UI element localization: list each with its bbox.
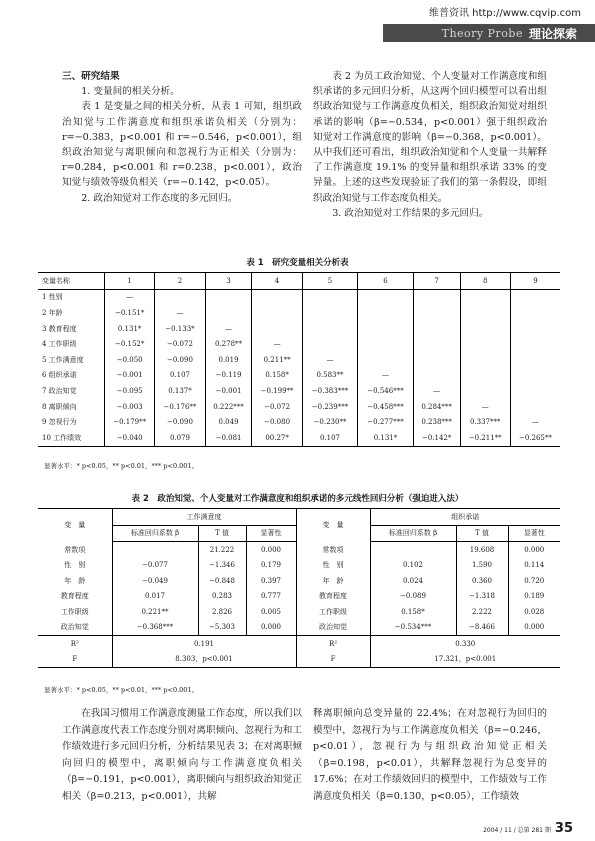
table-row	[38, 368, 560, 384]
table-cell	[302, 321, 358, 337]
table-cell: 0.583**	[302, 368, 358, 384]
table-cell: 2.222	[456, 604, 508, 620]
table-cell: 0.720	[524, 576, 545, 585]
table-row	[38, 604, 560, 620]
table-cell: −0.239***	[302, 399, 358, 415]
r2-right: 0.330	[370, 636, 560, 652]
row-label: 年 龄	[296, 573, 370, 589]
table-row	[38, 321, 560, 337]
table-cell: 0.114	[524, 561, 545, 570]
table-cell: 0.000	[246, 620, 296, 636]
table1-header-cell: 4	[252, 273, 302, 290]
table-cell: −0.133*	[155, 321, 205, 337]
table-cell: 00.27*	[252, 430, 302, 446]
table-cell: 0.179	[246, 558, 296, 574]
f-left: 8.303，p<0.001	[112, 652, 296, 668]
table-cell: −0.080	[252, 414, 302, 430]
row-label: 性 别	[296, 558, 370, 574]
subheading: 2. 政治知觉对工作态度的多元回归。	[81, 192, 238, 204]
table-cell	[460, 368, 510, 384]
table-row	[38, 542, 560, 558]
r2-left: 0.191	[112, 636, 296, 652]
table-cell: —	[413, 383, 460, 399]
table-cell: −0.089	[370, 589, 456, 605]
table2-note: 显著水平：* p<0.05，** p<0.01，*** p<0.001。	[44, 686, 199, 694]
table-cell	[358, 336, 414, 352]
table1-header-cell: 2	[155, 273, 205, 290]
table-cell	[252, 305, 302, 321]
table-cell	[510, 321, 560, 337]
table1-header-cell: 3	[205, 273, 252, 290]
table-cell	[460, 336, 510, 352]
table-cell: 0.028	[524, 607, 545, 616]
subheading: 3. 政治知觉对工作结果的多元回归。	[332, 207, 489, 219]
row-label: 政治知觉	[296, 620, 370, 636]
table-cell	[302, 289, 358, 305]
paragraph: 释离职倾向总变异量的 22.4%；在对忽视行为回归的模型中，忽视行为与工作满意度负相关（β=−0.246，p<0.01），忽视行为与组织政治知觉正相关（β=0.198，p<0.01），共解释忽视行为总变异的 17.6%；在对工作绩效回归的模型中，工作绩效与工作满意度负相关（β=0.130，p<0.05），工作绩效	[313, 708, 547, 802]
table-cell: 0.337***	[460, 414, 510, 430]
table1-header-cell: 6	[358, 273, 414, 290]
table1-header-cell: 变量名称	[38, 273, 105, 290]
table-row	[38, 305, 560, 321]
table-cell: 0.000	[524, 545, 545, 554]
table-cell: 0.107	[155, 368, 205, 384]
row-label: 常数项	[296, 542, 370, 558]
table-cell	[358, 321, 414, 337]
table-cell: −0.081	[205, 430, 252, 446]
table-cell	[413, 305, 460, 321]
table-cell: 0.019	[205, 352, 252, 368]
table-cell: −0.534***	[370, 620, 456, 636]
table-cell	[358, 305, 414, 321]
sub-header: 标准回归系数 β	[370, 525, 456, 542]
row-label: 教育程度	[296, 589, 370, 605]
table-cell: −0.179**	[105, 414, 155, 430]
table-cell	[112, 542, 198, 558]
watermark-text: 维普资讯 http://www.cqvip.com	[428, 8, 581, 19]
row-label: 8 离职倾向	[38, 399, 105, 415]
table-cell: 0.107	[302, 430, 358, 446]
table-cell: −0.458***	[358, 399, 414, 415]
table-cell: 0.397	[246, 573, 296, 589]
var-header: 变 量	[38, 509, 112, 542]
r2-label: R²	[296, 636, 370, 652]
table-row	[38, 414, 560, 430]
row-label: 教育程度	[38, 589, 112, 605]
table-cell: —	[358, 368, 414, 384]
table-cell	[155, 289, 205, 305]
table-cell	[460, 352, 510, 368]
right-column	[313, 69, 547, 221]
table1-title: 表 1 研究变量相关分析表	[246, 258, 349, 268]
table-cell: 0.024	[370, 573, 456, 589]
row-label: 工作职级	[38, 604, 112, 620]
table-cell: −0.077	[112, 558, 198, 574]
table-cell: −1.318	[456, 589, 508, 605]
table-cell: −0.176**	[155, 399, 205, 415]
row-label: 1 性别	[38, 289, 105, 305]
table-cell: 2.826	[198, 604, 246, 620]
table-cell: 0.005	[246, 604, 296, 620]
sub-header: 显著性	[246, 525, 296, 542]
page-number: 35	[554, 821, 573, 836]
table-cell: −0.368***	[112, 620, 198, 636]
table-cell: 0.000	[524, 623, 545, 632]
table-cell	[370, 542, 456, 558]
table-cell: −0.119	[205, 368, 252, 384]
row-label: 3 教育程度	[38, 321, 105, 337]
table-cell	[510, 383, 560, 399]
bottom-right-column	[313, 706, 547, 805]
table-cell	[205, 305, 252, 321]
table-cell: −0.151*	[105, 305, 155, 321]
table-cell: −1.346	[198, 558, 246, 574]
table-cell: 0.278**	[205, 336, 252, 352]
table-row	[38, 399, 560, 415]
table-row	[38, 573, 560, 589]
section-heading: 三、研究结果	[62, 71, 120, 82]
table-cell	[460, 321, 510, 337]
table-cell	[358, 289, 414, 305]
var-header: 变 量	[296, 509, 370, 542]
table1-header-cell: 1	[105, 273, 155, 290]
table1-header-cell: 7	[413, 273, 460, 290]
table-cell: 0.211**	[252, 352, 302, 368]
table-cell: −0.230**	[302, 414, 358, 430]
row-label: 6 组织承诺	[38, 368, 105, 384]
row-label: 9 忽视行为	[38, 414, 105, 430]
bottom-left-column	[62, 706, 302, 805]
table1-note: 显著水平：* p<0.05，** p<0.01，*** p<0.001。	[44, 462, 199, 470]
table-row	[38, 558, 560, 574]
table2-title: 表 2 政治知觉、个人变量对工作满意度和组织承诺的多元线性回归分析（强迫进入法）	[131, 494, 464, 504]
row-label: 10 工作绩效	[38, 430, 105, 446]
table-cell	[510, 336, 560, 352]
table-cell: 0.284***	[413, 399, 460, 415]
table-cell: 0.189	[524, 592, 545, 601]
table-cell: —	[205, 321, 252, 337]
table-cell: 19.608	[456, 542, 508, 558]
table-cell	[413, 336, 460, 352]
table-cell: —	[105, 289, 155, 305]
correlation-table	[38, 272, 560, 447]
table-cell	[510, 289, 560, 305]
table-cell	[510, 305, 560, 321]
group-left-header: 工作满意度	[112, 509, 296, 526]
table-cell: 0.131*	[358, 430, 414, 446]
f-label: F	[296, 652, 370, 668]
table-cell: 0.049	[205, 414, 252, 430]
table-cell: −0.383***	[302, 383, 358, 399]
table-cell: 1.590	[456, 558, 508, 574]
table-cell: −0.072	[155, 336, 205, 352]
table-cell	[205, 289, 252, 305]
row-label: 常数项	[38, 542, 112, 558]
banner-zh: 理论探索	[528, 26, 577, 41]
table-cell	[460, 289, 510, 305]
table-cell: 0.360	[456, 573, 508, 589]
table-cell	[302, 305, 358, 321]
table-cell	[358, 352, 414, 368]
table-cell	[413, 368, 460, 384]
r2-label: R²	[38, 636, 112, 652]
row-label: 5 工作满意度	[38, 352, 105, 368]
table-cell: −0.090	[155, 414, 205, 430]
table-cell: —	[155, 305, 205, 321]
table1-header-cell: 8	[460, 273, 510, 290]
table-cell: —	[460, 399, 510, 415]
banner-en: Theory Probe	[441, 26, 523, 40]
table-cell	[413, 352, 460, 368]
f-label: F	[38, 652, 112, 668]
table-cell	[460, 383, 510, 399]
table-cell: −0.050	[105, 352, 155, 368]
f-right: 17.321，p<0.001	[370, 652, 560, 668]
table-cell	[413, 321, 460, 337]
page-footer	[483, 821, 573, 836]
table-cell: −0.049	[112, 573, 198, 589]
table-cell: 21.222	[198, 542, 246, 558]
table-cell: −0.277***	[358, 414, 414, 430]
table-cell: —	[302, 352, 358, 368]
table-cell: 0.283	[198, 589, 246, 605]
row-label: 4 工作职级	[38, 336, 105, 352]
table-cell	[413, 289, 460, 305]
table-cell	[252, 289, 302, 305]
row-label: 性 别	[38, 558, 112, 574]
subheading: 1. 变量间的相关分析。	[81, 86, 180, 98]
table-cell: 0.158*	[252, 368, 302, 384]
table-cell	[460, 305, 510, 321]
table-row	[38, 620, 560, 636]
table-cell	[302, 336, 358, 352]
table-row	[38, 383, 560, 399]
row-label: 7 政治知觉	[38, 383, 105, 399]
table-cell: 0.221**	[112, 604, 198, 620]
left-column	[62, 69, 302, 206]
row-label: 政治知觉	[38, 620, 112, 636]
table-cell: −5.303	[198, 620, 246, 636]
table-cell: 0.238***	[413, 414, 460, 430]
table-cell: −0.265**	[510, 430, 560, 446]
table-cell	[510, 399, 560, 415]
table-cell: —	[252, 336, 302, 352]
table-row	[38, 430, 560, 446]
table-cell: −0.211**	[460, 430, 510, 446]
table1-header-cell: 5	[302, 273, 358, 290]
sub-header: T 值	[456, 525, 508, 542]
row-label: 2 年龄	[38, 305, 105, 321]
table-row	[38, 336, 560, 352]
table-cell: 0.079	[155, 430, 205, 446]
table-cell: —	[531, 418, 539, 427]
table-cell: −8.466	[456, 620, 508, 636]
sub-header: 显著性	[508, 525, 560, 542]
section-banner	[383, 24, 595, 42]
table-cell: 0.102	[370, 558, 456, 574]
sub-header: T 值	[198, 525, 246, 542]
table-row	[38, 352, 560, 368]
table-cell: −0.001	[205, 383, 252, 399]
table-cell: −0.546***	[358, 383, 414, 399]
table-cell	[510, 368, 560, 384]
sub-header: 标准回归系数 β	[112, 525, 198, 542]
issue-label: 2004 / 11 / 总第 281 期	[483, 827, 551, 834]
table-cell: −0.001	[105, 368, 155, 384]
table-cell: −0.199**	[252, 383, 302, 399]
table-cell: 0.158*	[370, 604, 456, 620]
row-label: 工作职级	[296, 604, 370, 620]
table-cell: −0.090	[155, 352, 205, 368]
table-cell: −0.095	[105, 383, 155, 399]
table-cell: 0.000	[246, 542, 296, 558]
table-row	[38, 589, 560, 605]
row-label: 年 龄	[38, 573, 112, 589]
table-cell: −0.152*	[105, 336, 155, 352]
group-right-header: 组织承诺	[370, 509, 560, 526]
table1-header-cell: 9	[510, 273, 560, 290]
table-row	[38, 289, 560, 305]
table-cell: 0.222***	[205, 399, 252, 415]
table-cell: −0.003	[105, 399, 155, 415]
paragraph: 在我国习惯用工作满意度测量工作态度，所以我们以工作满意度代表工作态度分别对离职倾向、忽视行为和工作绩效进行多元回归分析，分析结果见表 3；在对离职倾向回归的模型中，离职倾向与工作满意度负相关（β=−0.191，p<0.001），离职倾向与组织政治知觉正相关（β=0.213，p<0.001），共解	[62, 708, 302, 802]
paragraph: 表 1 是变量之间的相关分析，从表 1 可知，组织政治知觉与工作满意度和组织承诺负相关（分别为：r=−0.383，p<0.001 和 r=−0.546，p<0.001），组织政治知觉与离职倾向和忽视行为正相关（分别为：r=0.284，p<0.001 和 r=0.238，p<0.001），政治知觉与绩效等级负相关（r=−0.142，p<0.05）。	[62, 101, 302, 189]
table-cell: −0.040	[105, 430, 155, 446]
regression-table	[38, 508, 560, 668]
table-cell: 0.131*	[105, 321, 155, 337]
table-cell: 0.017	[112, 589, 198, 605]
table-cell: −0.848	[198, 573, 246, 589]
table-cell	[510, 352, 560, 368]
table-cell: −0.072	[252, 399, 302, 415]
paragraph: 表 2 为员工政治知觉、个人变量对工作满意度和组织承诺的多元回归分析，从这两个回归模型可以看出组织政治知觉与工作满意度负相关，组织政治知觉对组织承诺的影响（β=−0.534，p<0.001）强于组织政治知觉对工作满意度的影响（β=−0.368，p<0.001）。从中我们还可看出，组织政治知觉和个人变量一共解释了工作满意度 19.1% 的变异量和组织承诺 33% 的变异量。上述的这些发现验证了我们的第一条假设，即组织政治知觉与工作态度负相关。	[313, 71, 547, 204]
table-cell: −0.142*	[413, 430, 460, 446]
table-cell: 0.137*	[155, 383, 205, 399]
table-cell	[252, 321, 302, 337]
table-cell: 0.777	[246, 589, 296, 605]
